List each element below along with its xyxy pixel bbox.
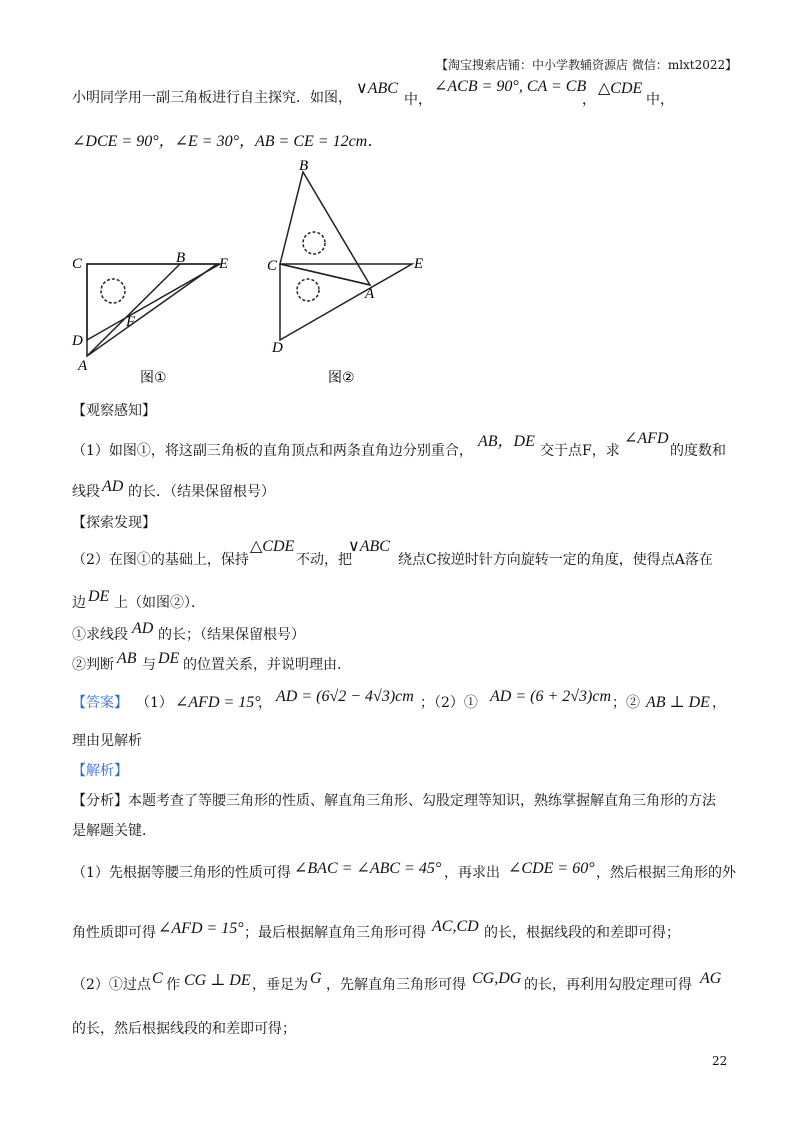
figure-2 bbox=[280, 172, 412, 340]
q1-text-c: 的度数和 bbox=[670, 443, 726, 459]
fig2-caption: 图② bbox=[328, 370, 355, 386]
step3-math-1: CG ⊥ DE bbox=[184, 972, 251, 989]
q2-text-d-post: 上（如图②）． bbox=[114, 595, 205, 611]
condition-1: ∠ACB = 90°, CA = CB bbox=[434, 78, 587, 95]
section-observe: 【观察感知】 bbox=[72, 403, 156, 419]
q2-cde: △CDE bbox=[250, 538, 295, 555]
geometry-figure bbox=[60, 150, 460, 390]
fig1-label-d: D bbox=[72, 333, 83, 349]
q2-text-b: 不动，把 bbox=[296, 552, 352, 568]
section-explore: 【探索发现】 bbox=[72, 515, 156, 531]
analysis-intro-2: 是解题关键． bbox=[72, 823, 156, 839]
triangle-cde: △CDE bbox=[598, 80, 643, 97]
step2-text-c: 的长，根据线段的和差即可得； bbox=[484, 925, 680, 941]
step4-text: 的长，然后根据线段的和差即可得； bbox=[72, 1021, 296, 1037]
q2-part1-post: 的长；（结果保留根号） bbox=[158, 627, 305, 643]
triangle-abc: ∨ABC bbox=[356, 80, 398, 97]
q1-text-d-pre: 线段 bbox=[72, 484, 100, 500]
answer-ad-1: AD = (6√2 − 4√3)cm bbox=[276, 688, 414, 705]
q2-part2-post: 的位置关系，并说明理由． bbox=[183, 657, 351, 673]
answer-ab-perp-de: AB ⊥ DE bbox=[646, 694, 710, 711]
fig2-circle-top bbox=[303, 232, 325, 254]
analysis-tag: 【解析】 bbox=[72, 763, 128, 779]
fig1-label-a: A bbox=[78, 358, 88, 374]
shop-note: 【淘宝搜索店铺：中小学教辅资源店 微信：mlxt2022】 bbox=[436, 58, 738, 72]
answer-p2: ；（2）① bbox=[420, 695, 478, 711]
q1-text-d-post: 的长．（结果保留根号） bbox=[128, 484, 275, 500]
comma: ， bbox=[582, 92, 596, 108]
q2-text-a: （2）在图①的基础上，保持 bbox=[72, 552, 249, 568]
fig2-label-a: A bbox=[365, 286, 375, 302]
step1-text-c: ，然后根据三角形的外 bbox=[596, 865, 736, 881]
q1-text-b: 交于点F，求 bbox=[540, 443, 620, 459]
step2-text-a: 角性质即可得 bbox=[72, 925, 156, 941]
step3-text-f: 的长，再利用勾股定理可得 bbox=[524, 977, 692, 993]
q2-part2-de: DE bbox=[158, 650, 180, 667]
step2-text-b: ；最后根据解直角三角形可得 bbox=[244, 925, 426, 941]
figure-1 bbox=[87, 264, 220, 356]
answer-angle-afd: ∠AFD = 15° bbox=[175, 694, 261, 711]
step3-c: C bbox=[152, 970, 163, 987]
answer-p1: （1） bbox=[136, 695, 173, 711]
step1-text-a: （1）先根据等腰三角形的性质可得 bbox=[72, 865, 291, 881]
in-text-2: 中， bbox=[646, 92, 674, 108]
fig1-label-f: F bbox=[126, 314, 136, 330]
step3-ag: AG bbox=[700, 970, 722, 987]
fig2-label-c: C bbox=[267, 258, 278, 274]
fig1-label-c: C bbox=[72, 256, 83, 272]
q2-part1-pre: ①求线段 bbox=[72, 627, 128, 643]
condition-2: ∠DCE = 90°，∠E = 30°，AB = CE = 12cm． bbox=[72, 133, 384, 150]
answer-ad-2: AD = (6 + 2√3)cm bbox=[490, 688, 612, 705]
fig1-label-e: E bbox=[219, 256, 229, 272]
fig1-triangle-abc bbox=[87, 264, 217, 356]
page-number: 22 bbox=[712, 1054, 728, 1068]
q2-text-d-pre: 边 bbox=[72, 595, 86, 611]
fig2-label-b: B bbox=[299, 158, 309, 174]
answer-p3: ；② bbox=[612, 695, 640, 711]
q2-de: DE bbox=[88, 588, 110, 605]
in-text-1: 中， bbox=[404, 92, 432, 108]
step2-math-1: ∠AFD = 15° bbox=[158, 920, 244, 937]
q1-ab-de: AB，DE bbox=[478, 433, 535, 450]
q2-abc: ∨ABC bbox=[348, 538, 390, 555]
step3-text-d: ，垂足为 bbox=[252, 977, 308, 993]
q1-ad: AD bbox=[102, 478, 124, 495]
step1-math-2: ∠CDE = 60° bbox=[508, 860, 595, 877]
fig1-caption: 图① bbox=[140, 370, 167, 386]
fig2-label-e: E bbox=[414, 256, 424, 272]
q2-part1-ad: AD bbox=[132, 620, 154, 637]
q2-text-c: 绕点C按逆时针方向旋转一定的角度，使得点A落在 bbox=[398, 552, 713, 568]
step2-math-2: AC,CD bbox=[432, 918, 479, 935]
answer-p4: ， bbox=[712, 695, 726, 711]
q1-text-a: （1）如图①，将这副三角板的直角顶点和两条直角边分别重合， bbox=[72, 443, 473, 459]
intro-text: 小明同学用一副三角板进行自主探究．如图， bbox=[72, 90, 352, 106]
fig2-circle-bottom bbox=[297, 279, 319, 301]
step3-g: G bbox=[310, 970, 322, 987]
fig1-label-b: B bbox=[176, 250, 186, 266]
step3-text-a: （2）①过点 bbox=[72, 977, 151, 993]
answer-sep-1: ， bbox=[258, 695, 272, 711]
step1-math-1: ∠BAC = ∠ABC = 45° bbox=[294, 860, 442, 877]
step3-math-2: CG,DG bbox=[472, 970, 522, 987]
q1-angle-afd: ∠AFD bbox=[624, 430, 669, 447]
q2-part2-mid: 与 bbox=[142, 657, 156, 673]
q2-part2-pre: ②判断 bbox=[72, 657, 114, 673]
q2-part2-ab: AB bbox=[117, 650, 137, 667]
step3-text-b: 作 bbox=[166, 977, 180, 993]
step3-text-e: ，先解直角三角形可得 bbox=[326, 977, 466, 993]
fig2-triangle-cde bbox=[280, 264, 412, 340]
fig1-circle bbox=[101, 279, 125, 303]
fig2-label-d: D bbox=[272, 340, 283, 356]
answer-tag: 【答案】 bbox=[72, 695, 128, 711]
analysis-intro-1: 【分析】本题考查了等腰三角形的性质、解直角三角形、勾股定理等知识，熟练掌握解直角三角形的方法 bbox=[72, 793, 716, 809]
step1-text-b: ，再求出 bbox=[444, 865, 500, 881]
fig2-triangle-abc bbox=[280, 172, 370, 285]
answer-line-2: 理由见解析 bbox=[72, 733, 142, 749]
fig1-triangle-cde bbox=[87, 264, 220, 340]
